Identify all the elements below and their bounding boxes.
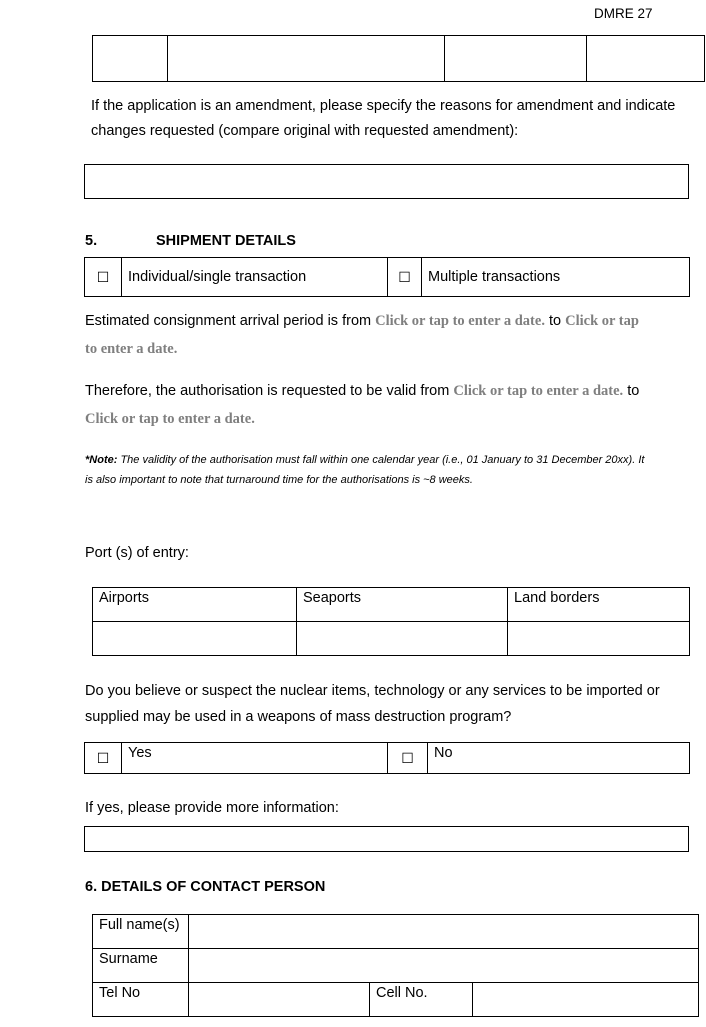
cell-label: Cell No. bbox=[376, 985, 428, 1001]
validity-date-to-field[interactable]: Click or tap to enter a date. bbox=[85, 411, 255, 427]
wmd-question-line2: supplied may be used in a weapons of mass destruction program? bbox=[85, 709, 512, 725]
checkbox-single-transaction[interactable]: ☐ bbox=[85, 258, 122, 297]
more-info-label: If yes, please provide more information: bbox=[85, 800, 339, 816]
surname-label: Surname bbox=[99, 951, 158, 967]
amendment-reason-field[interactable] bbox=[84, 164, 689, 199]
section-number: 5. bbox=[85, 233, 98, 249]
document-code: DMRE 27 bbox=[594, 6, 653, 21]
note-line2: is also important to note that turnaround time for the authorisations is ~8 weeks. bbox=[85, 474, 473, 486]
section-title-shipment: SHIPMENT DETAILS bbox=[156, 233, 296, 249]
full-name-field[interactable] bbox=[189, 915, 699, 949]
column-header-seaports: Seaports bbox=[303, 590, 362, 606]
ports-of-entry-label: Port (s) of entry: bbox=[85, 545, 189, 561]
table-cell[interactable] bbox=[587, 36, 705, 82]
amendment-text-line2: changes requested (compare original with requested amendment): bbox=[91, 123, 519, 139]
checkbox-no[interactable]: ☐ bbox=[388, 743, 428, 774]
checkbox-multiple-transactions[interactable]: ☐ bbox=[388, 258, 422, 297]
airports-field[interactable] bbox=[93, 622, 297, 656]
full-name-label: Full name(s) bbox=[99, 917, 180, 933]
arrival-period-line1 bbox=[85, 313, 639, 330]
arrival-period-line2 bbox=[85, 341, 177, 358]
table-cell[interactable] bbox=[93, 36, 168, 82]
to-word: to bbox=[627, 383, 640, 399]
arrival-date-to-field-part1[interactable]: Click or tap bbox=[565, 313, 639, 329]
label-multiple-transactions: Multiple transactions bbox=[428, 269, 561, 285]
previous-section-table bbox=[92, 35, 705, 82]
validity-line1 bbox=[85, 383, 639, 400]
label-single-transaction: Individual/single transaction bbox=[128, 269, 307, 285]
wmd-answer-table bbox=[84, 742, 690, 774]
label-no: No bbox=[434, 745, 453, 761]
validity-line2 bbox=[85, 411, 255, 428]
arrival-date-to-field-part2[interactable]: to enter a date. bbox=[85, 341, 178, 357]
surname-field[interactable] bbox=[189, 949, 699, 983]
table-cell[interactable] bbox=[445, 36, 587, 82]
tel-field[interactable] bbox=[189, 983, 370, 1017]
seaports-field[interactable] bbox=[297, 622, 508, 656]
ports-table bbox=[92, 587, 690, 656]
checkbox-yes[interactable]: ☐ bbox=[85, 743, 122, 774]
contact-table bbox=[92, 914, 699, 1017]
arrival-date-from-field[interactable]: Click or tap to enter a date. bbox=[375, 313, 545, 329]
to-word: to bbox=[548, 313, 562, 329]
validity-note bbox=[85, 450, 695, 490]
cell-field[interactable] bbox=[473, 983, 699, 1017]
section-title-contact: 6. DETAILS OF CONTACT PERSON bbox=[85, 879, 326, 895]
column-header-land-borders: Land borders bbox=[514, 590, 600, 606]
validity-label: Therefore, the authorisation is requested to be valid from bbox=[85, 383, 450, 399]
arrival-period-label: Estimated consignment arrival period is from bbox=[85, 313, 372, 329]
transaction-type-table bbox=[84, 257, 690, 297]
note-label: *Note: bbox=[85, 454, 118, 466]
tel-label: Tel No bbox=[99, 985, 141, 1001]
wmd-question-line1: Do you believe or suspect the nuclear items, technology or any services to be imported or bbox=[85, 683, 660, 699]
land-borders-field[interactable] bbox=[508, 622, 690, 656]
validity-date-from-field[interactable]: Click or tap to enter a date. bbox=[453, 383, 624, 399]
more-info-field[interactable] bbox=[84, 826, 689, 852]
label-yes: Yes bbox=[128, 745, 152, 761]
note-line1: The validity of the authorisation must fall within one calendar year (i.e., 01 January to 31 December 20xx). It bbox=[117, 454, 645, 466]
column-header-airports: Airports bbox=[99, 590, 149, 606]
table-cell[interactable] bbox=[168, 36, 445, 82]
amendment-text-line1: If the application is an amendment, please specify the reasons for amendment and indicate bbox=[91, 98, 676, 114]
